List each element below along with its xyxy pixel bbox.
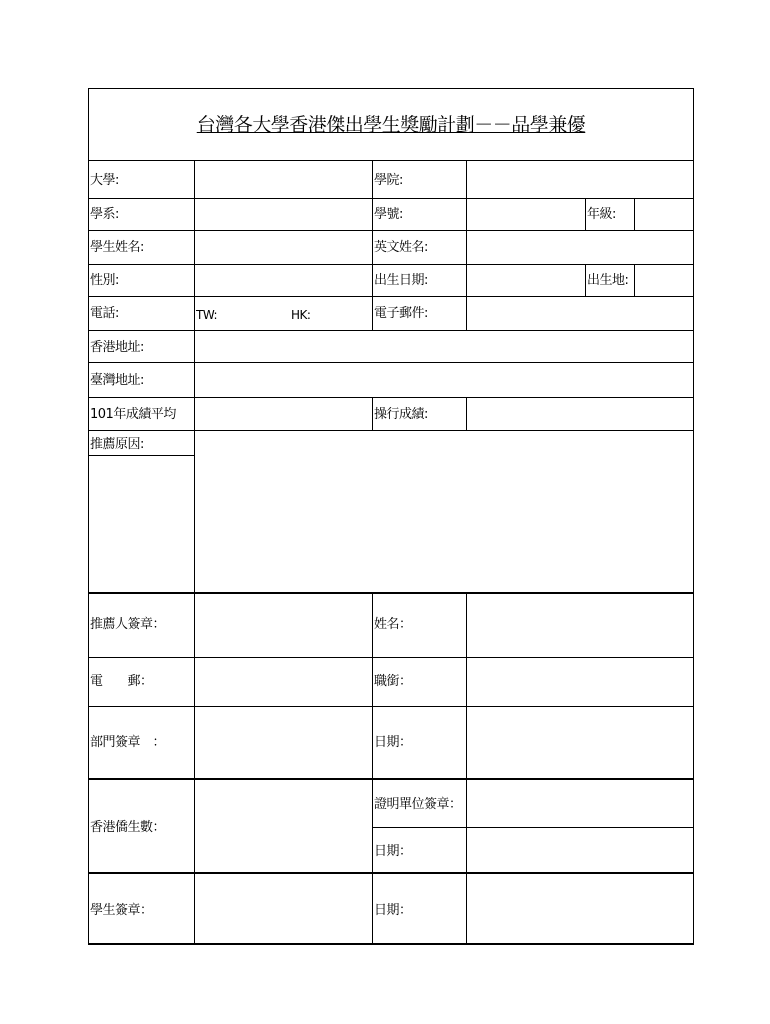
tel-email-input[interactable] [195, 658, 372, 706]
date-input[interactable] [467, 707, 693, 778]
phone-hk-label: HK: [291, 308, 311, 322]
hk-overseas-count-label: 香港僑生數： [90, 820, 166, 835]
certifier-sign-label: 證明單位簽章： [374, 797, 462, 812]
student-sign-label: 學生簽章： [90, 903, 153, 918]
english-name-label: 英文姓名: [374, 240, 428, 255]
name-input[interactable] [467, 594, 693, 657]
hk-overseas-count-input[interactable] [195, 780, 372, 872]
avg-score-label: 101年成績平均 [90, 407, 176, 422]
dept-sign-label: 部門簽章 ： [90, 735, 166, 750]
referee-sign-label: 推薦人簽章： [90, 617, 166, 632]
student-name-input[interactable] [195, 231, 372, 264]
tw-address-input[interactable] [195, 363, 693, 397]
department-label: 學系: [90, 207, 119, 222]
college-input[interactable] [467, 161, 693, 198]
col-divider [585, 264, 586, 296]
university-label: 大學: [90, 173, 119, 188]
conduct-score-label: 操行成績: [374, 407, 428, 422]
phone-label: 電話: [90, 306, 119, 321]
col-divider [372, 592, 373, 944]
email-input[interactable] [467, 297, 693, 330]
email-label: 電子郵件: [374, 306, 428, 321]
phone-tw-label: TW: [196, 308, 218, 322]
date-label: 日期： [374, 844, 412, 859]
date-label: 日期： [374, 735, 412, 750]
tw-address-label: 臺灣地址: [90, 373, 144, 388]
form-border-top [88, 88, 694, 89]
hk-address-input[interactable] [195, 331, 693, 362]
grade-input[interactable] [635, 199, 693, 230]
referee-sign-box[interactable] [195, 594, 372, 657]
reason-label-underline [88, 455, 195, 456]
reason-label: 推薦原因: [90, 437, 144, 452]
gender-input[interactable] [195, 265, 372, 296]
student-sign-box[interactable] [195, 874, 372, 943]
date-input[interactable] [467, 828, 693, 872]
form-border-left [88, 88, 89, 945]
date-input[interactable] [467, 874, 693, 943]
birth-date-label: 出生日期: [374, 273, 428, 288]
birth-place-input[interactable] [635, 265, 693, 296]
student-no-input[interactable] [467, 199, 585, 230]
form-border-bottom [88, 943, 694, 945]
date-label: 日期： [374, 903, 412, 918]
student-name-label: 學生姓名: [90, 240, 144, 255]
name-label: 姓名： [374, 617, 412, 632]
col-divider [585, 198, 586, 230]
col-divider [372, 160, 373, 330]
phone-input[interactable] [215, 297, 372, 330]
student-no-label: 學號: [374, 207, 403, 222]
gender-label: 性別: [90, 273, 119, 288]
form-border-right [693, 88, 694, 945]
job-title-input[interactable] [467, 658, 693, 706]
dept-sign-box[interactable] [195, 707, 372, 778]
avg-score-input[interactable] [195, 398, 372, 430]
hk-address-label: 香港地址: [90, 340, 144, 355]
tel-email-label: 電 郵： [90, 674, 153, 689]
job-title-label: 職銜： [374, 674, 412, 689]
col-divider [372, 397, 373, 430]
birth-place-label: 出生地: [587, 273, 629, 288]
conduct-score-input[interactable] [467, 398, 693, 430]
reason-textarea[interactable] [195, 431, 693, 592]
department-input[interactable] [195, 199, 372, 230]
birth-date-input[interactable] [467, 265, 585, 296]
form-title: 台灣各大學香港傑出學生獎勵計劃－－品學兼優 [196, 114, 586, 136]
college-label: 學院: [374, 173, 403, 188]
row-divider [88, 264, 694, 265]
english-name-input[interactable] [467, 231, 693, 264]
certifier-sign-box[interactable] [467, 780, 693, 827]
university-input[interactable] [195, 161, 372, 198]
grade-label: 年級: [587, 207, 616, 222]
row-divider [88, 198, 694, 199]
